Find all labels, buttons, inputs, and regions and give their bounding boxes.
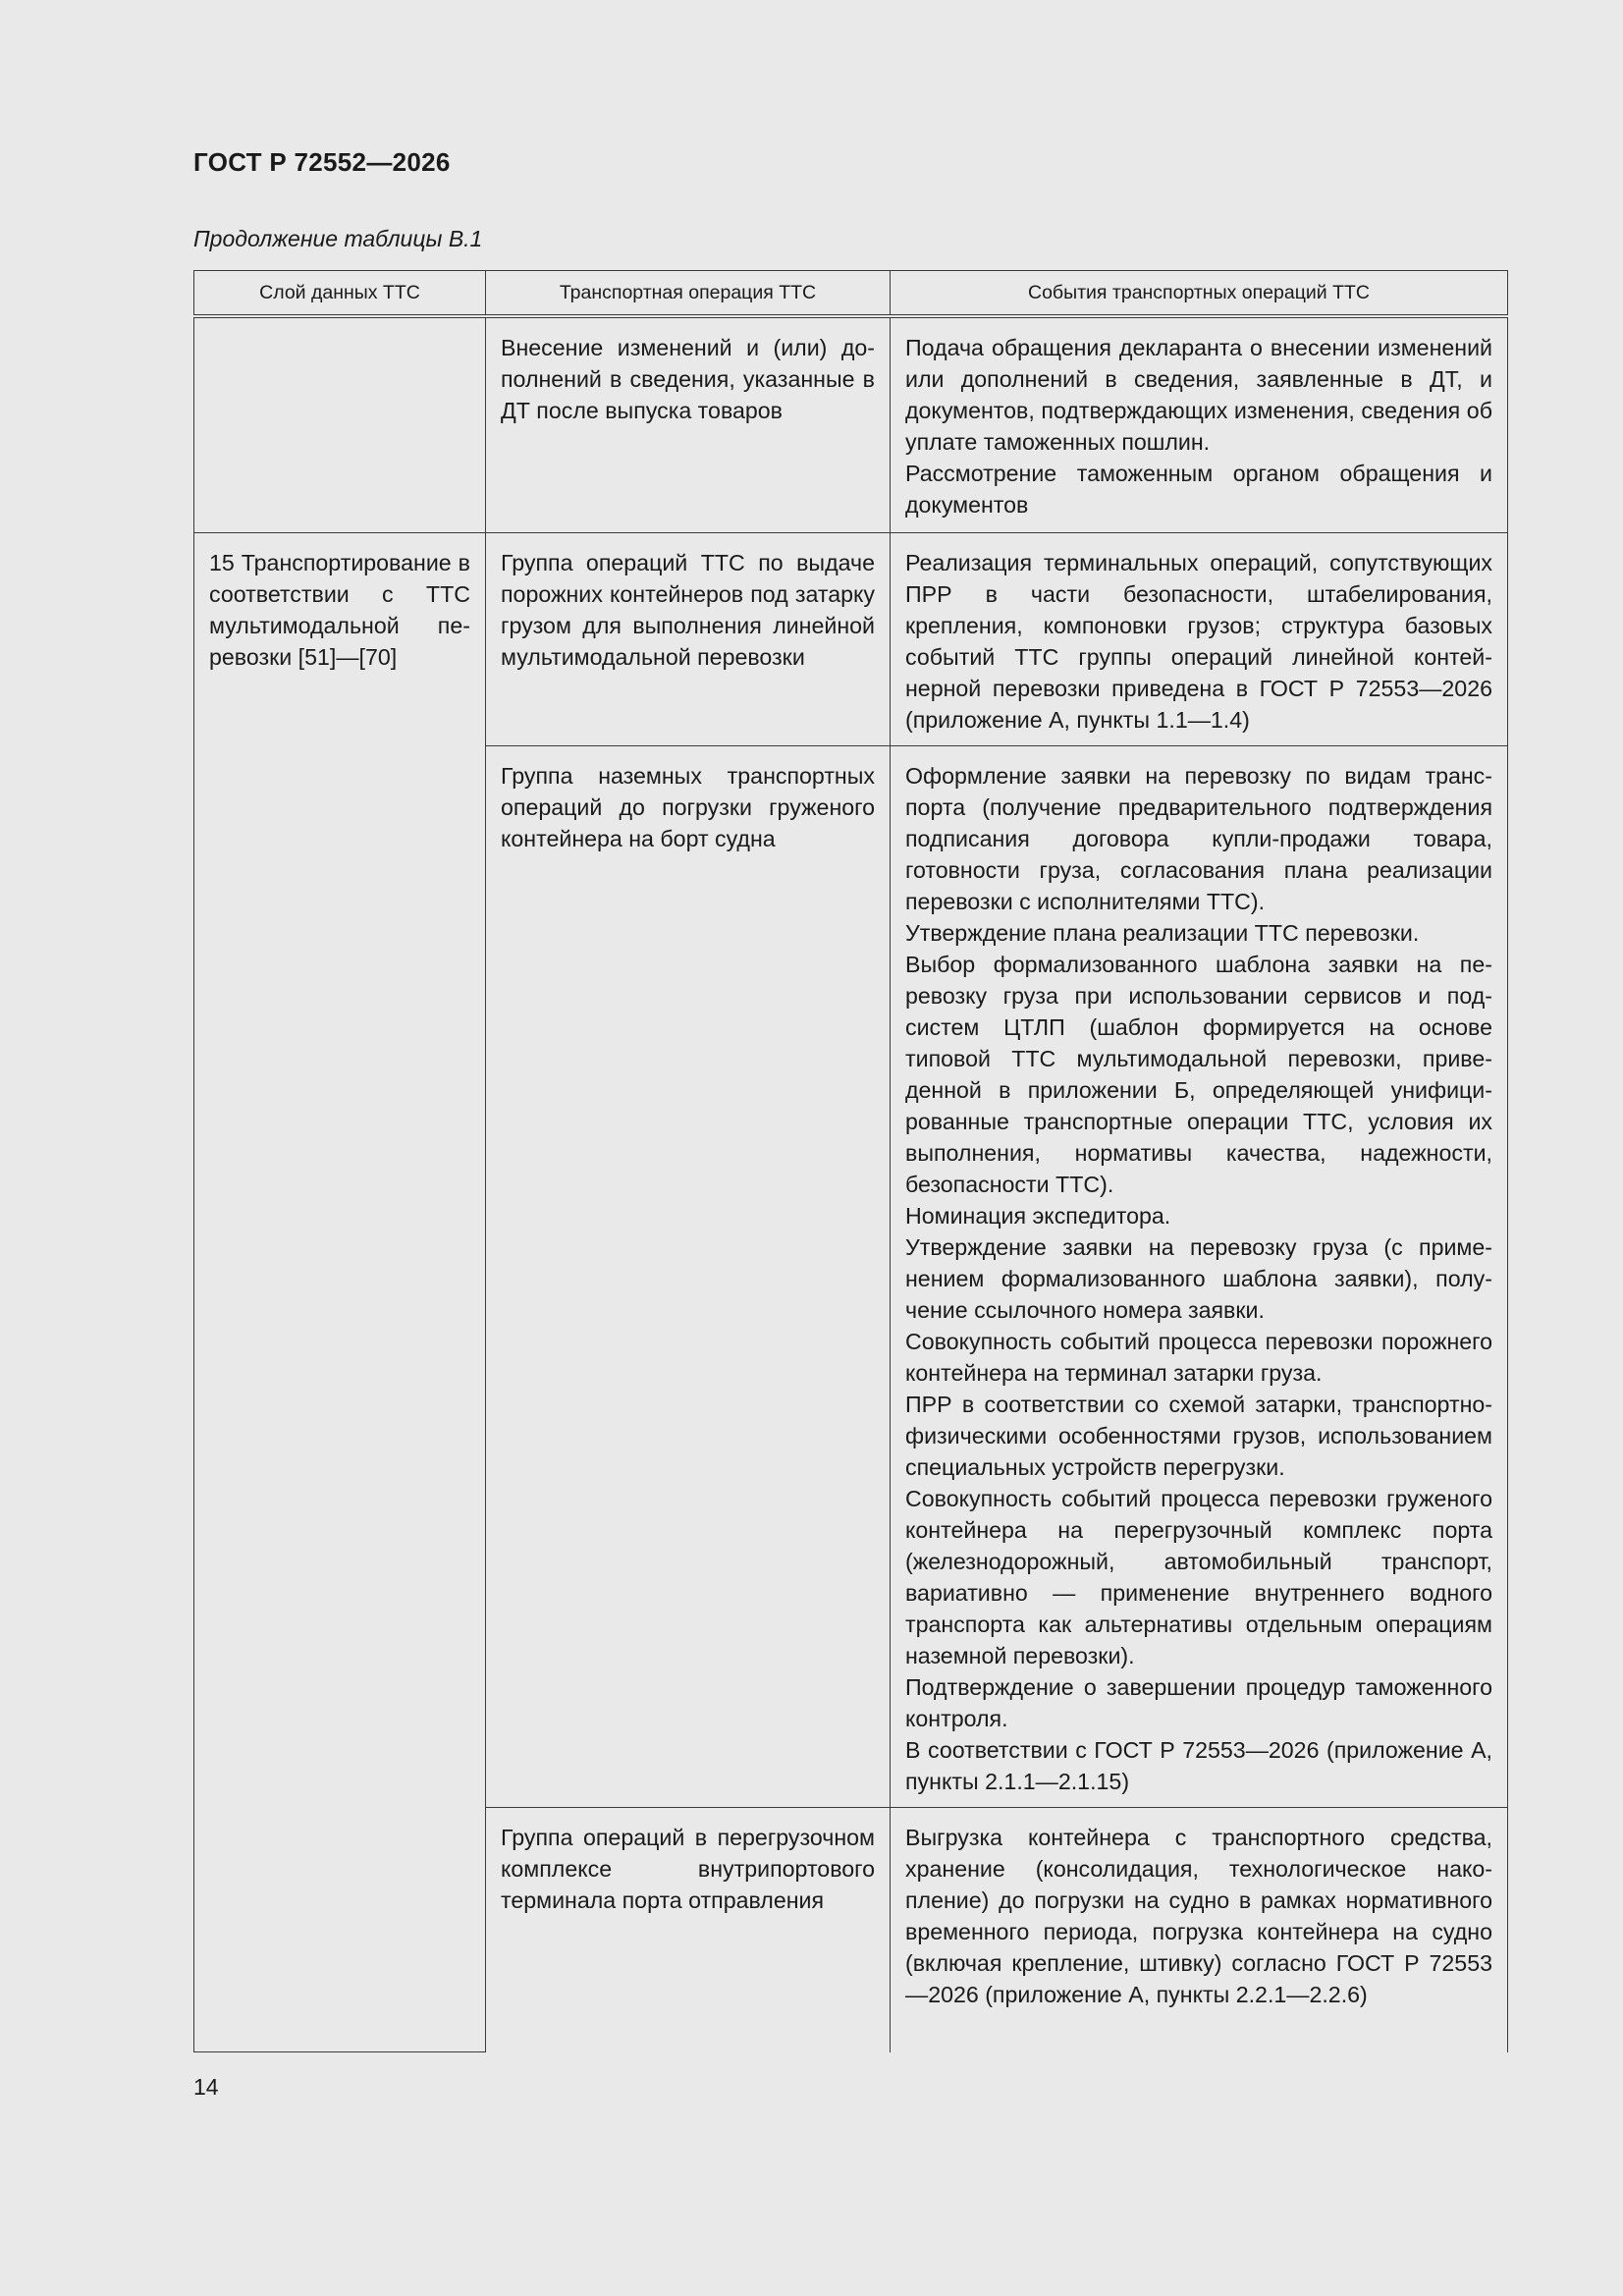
event-item: Утверждение заявки на перевозку груза (с применением формализованного шаблона заявки), получение ссылочного номера заявки. (905, 1233, 1492, 1323)
event-item: Подтверждение о завершении процедур таможенного контроля. (905, 1673, 1492, 1731)
data-table (193, 270, 1508, 2052)
table-caption: Продолжение таблицы В.1 (193, 226, 483, 251)
page-number: 14 (193, 2074, 219, 2100)
operation-cell: Внесение изменений и (или) дополнений в сведения, указанные в ДТ после выпуска товаров (486, 316, 891, 532)
events-cell (891, 316, 1508, 532)
event-item: ПРР в соответствии со схемой затарки, транспортно-физическими особенностями грузов, использованием специальных устройств перегрузки. (905, 1391, 1492, 1480)
layer-cell: 15 Транспортирование в соответствии с ТТС мультимодальной перевозки [51]—[70] (194, 532, 486, 2052)
column-header-events: События транспортных операций ТТС (891, 271, 1508, 317)
table-row (194, 316, 1508, 532)
event-item: Рассмотрение таможенным органом обращения и документов (905, 461, 1492, 518)
event-item: Номинация экспедитора. (905, 1202, 1171, 1229)
column-header-layer: Слой данных ТТС (194, 271, 486, 317)
event-item: Подача обращения декларанта о внесении изменений или дополнений в сведения, заявленные в ДТ, и документов, подтверждающих изменения, сведения об уплате таможенных пошлин. (905, 335, 1492, 455)
layer-cell (194, 316, 486, 532)
document-header: ГОСТ Р 72552—2026 (193, 147, 451, 177)
operation-cell: Группа операций ТТС по выдаче порожних контейнеров под затарку грузом для выполнения линейной мультимодальной перевозки (486, 532, 891, 745)
event-item: Совокупность событий процесса перевозки груженого контейнера на перегрузочный комплекс порта (железнодорожный, автомобильный транспорт, вариативно — применение внутреннего водного транспорта как альтернативы отдельным операциям наземной перевозки). (905, 1485, 1492, 1668)
table-row (194, 532, 1508, 745)
table-header-row (194, 271, 1508, 317)
events-cell (891, 745, 1508, 1807)
events-cell (891, 1807, 1508, 2052)
operation-cell: Группа наземных транспортных операций до погрузки груженого контейнера на борт судна (486, 745, 891, 1807)
event-item: Выбор формализованного шаблона заявки на перевозку груза при использовании сервисов и подсистем ЦТЛП (шаблон формируется на основе типовой ТТС мультимодальной перевозки, приведенной в приложении Б, определяющей унифицированные транспортные операции ТТС, условия их выполнения, нормативы качества, надежности, безопасности ТТС). (905, 951, 1492, 1197)
event-item: Оформление заявки на перевозку по видам транспорта (получение предварительного подтверждения подписания договора купли-продажи товара, готовности груза, согласования плана реализации перевозки с исполнителями ТТС). (905, 762, 1492, 914)
event-item: Утверждение плана реализации ТТС перевозки. (905, 919, 1420, 946)
event-item: В соответствии с ГОСТ Р 72553—2026 (приложение А, пункты 2.1.1—2.1.15) (905, 1736, 1492, 1794)
event-item: Совокупность событий процесса перевозки порожнего контейнера на терминал затарки груза. (905, 1328, 1492, 1386)
operation-cell: Группа операций в перегрузочном комплексе внутрипортового терминала порта отправления (486, 1807, 891, 2052)
column-header-operation: Транспортная операция ТТС (486, 271, 891, 317)
event-item: Выгрузка контейнера с транспортного средства, хранение (консолидация, технологическое накопление) до погрузки на судно в рамках нормативного временного периода, погрузка контейнера на судно (включая крепление, штивку) согласно ГОСТ Р 72553—2026 (приложение А, пункты 2.2.1—2.2.6) (905, 1824, 1492, 2007)
events-cell (891, 532, 1508, 745)
event-item: Реализация терминальных операций, сопутствующих ПРР в части безопасности, штабелирования, крепления, компоновки грузов; структура базовых событий ТТС группы операций линейной контейнерной перевозки приведена в ГОСТ Р 72553—2026 (приложение А, пункты 1.1—1.4) (905, 549, 1492, 733)
